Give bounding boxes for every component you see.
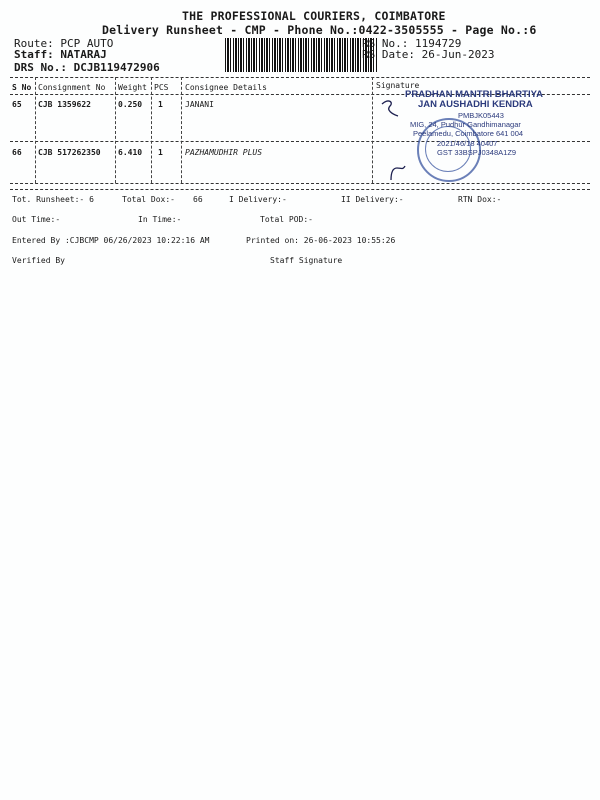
in-time: In Time:- <box>138 215 182 224</box>
row-consignee: JANANI <box>185 100 214 109</box>
handwritten-signature <box>385 162 415 184</box>
header-consignment: Consignment No <box>38 83 106 92</box>
rtn-dox: RTN Dox:- <box>458 195 502 204</box>
company-title: THE PROFESSIONAL COURIERS, COIMBATORE <box>182 9 446 23</box>
barcode <box>225 38 377 72</box>
row-pcs: 1 <box>158 148 163 157</box>
staff-signature: Staff Signature <box>270 256 343 265</box>
stamp-line: PMBJK05443 <box>458 111 504 120</box>
total-pod: Total POD:- <box>260 215 313 224</box>
row-pcs: 1 <box>158 100 163 109</box>
out-time: Out Time:- <box>12 215 61 224</box>
rs-number: RS No.: 1194729 <box>362 37 462 50</box>
col-divider <box>35 77 36 183</box>
table-top-rule <box>10 77 590 78</box>
staff-label: Staff: NATARAJ <box>14 48 107 61</box>
row-consignee: PAZHAMUDHIR PLUS <box>185 148 263 157</box>
col-divider <box>115 77 116 183</box>
entered-by: Entered By :CJBCMP 06/26/2023 10:22:16 AM <box>12 236 210 245</box>
summary-top-rule <box>10 189 590 190</box>
verified-by: Verified By <box>12 256 65 265</box>
runsheet-subtitle: Delivery Runsheet - CMP - Phone No.:0422-3505555 - Page No.:6 <box>102 23 537 37</box>
row-weight: 0.250 <box>118 100 143 109</box>
col-divider <box>181 77 182 183</box>
row-consignment: CJB 517262350 <box>38 148 101 157</box>
drs-label: DRS No.: DCJB119472906 <box>14 61 160 74</box>
col-divider <box>151 77 152 183</box>
header-sno: S No <box>12 83 32 92</box>
tot-runsheet: Tot. Runsheet:- 6 <box>12 195 94 204</box>
stamp-line: Peelamedu, Coimbatore 641 004 <box>413 129 524 138</box>
rs-date: RS Date: 26-Jun-2023 <box>362 48 495 61</box>
row-sno: 66 <box>12 148 22 157</box>
table-bottom-rule <box>10 183 590 184</box>
header-weight: Weight <box>118 83 147 92</box>
total-dox-label: Total Dox:- <box>122 195 175 204</box>
printed-on: Printed on: 26-06-2023 10:55:26 <box>246 236 396 245</box>
i-delivery: I Delivery:- <box>229 195 287 204</box>
route-label: Route: PCP AUTO <box>14 37 114 50</box>
row-sno: 65 <box>12 100 22 109</box>
stamp-line: MIG, 24, Pudhur Gandhimanagar <box>410 120 521 129</box>
ii-delivery: II Delivery:- <box>341 195 404 204</box>
col-divider <box>372 77 373 183</box>
row-weight: 6.410 <box>118 148 143 157</box>
table-row-rule <box>10 141 590 142</box>
header-consignee: Consignee Details <box>185 83 267 92</box>
row-consignment: CJB 1359622 <box>38 100 91 109</box>
stamp-line: JAN AUSHADHI KENDRA <box>418 99 533 110</box>
stamp-line: PRADHAN MANTRI BHARTIYA <box>405 89 543 100</box>
header-signature: Signature <box>376 81 420 90</box>
stamp-line: GST 33BSPJ0348A1Z9 <box>437 148 517 157</box>
stamp-line: 2021/46/18 40407 <box>437 139 498 148</box>
total-dox-value: 66 <box>193 195 203 204</box>
header-pcs: PCS <box>154 83 169 92</box>
